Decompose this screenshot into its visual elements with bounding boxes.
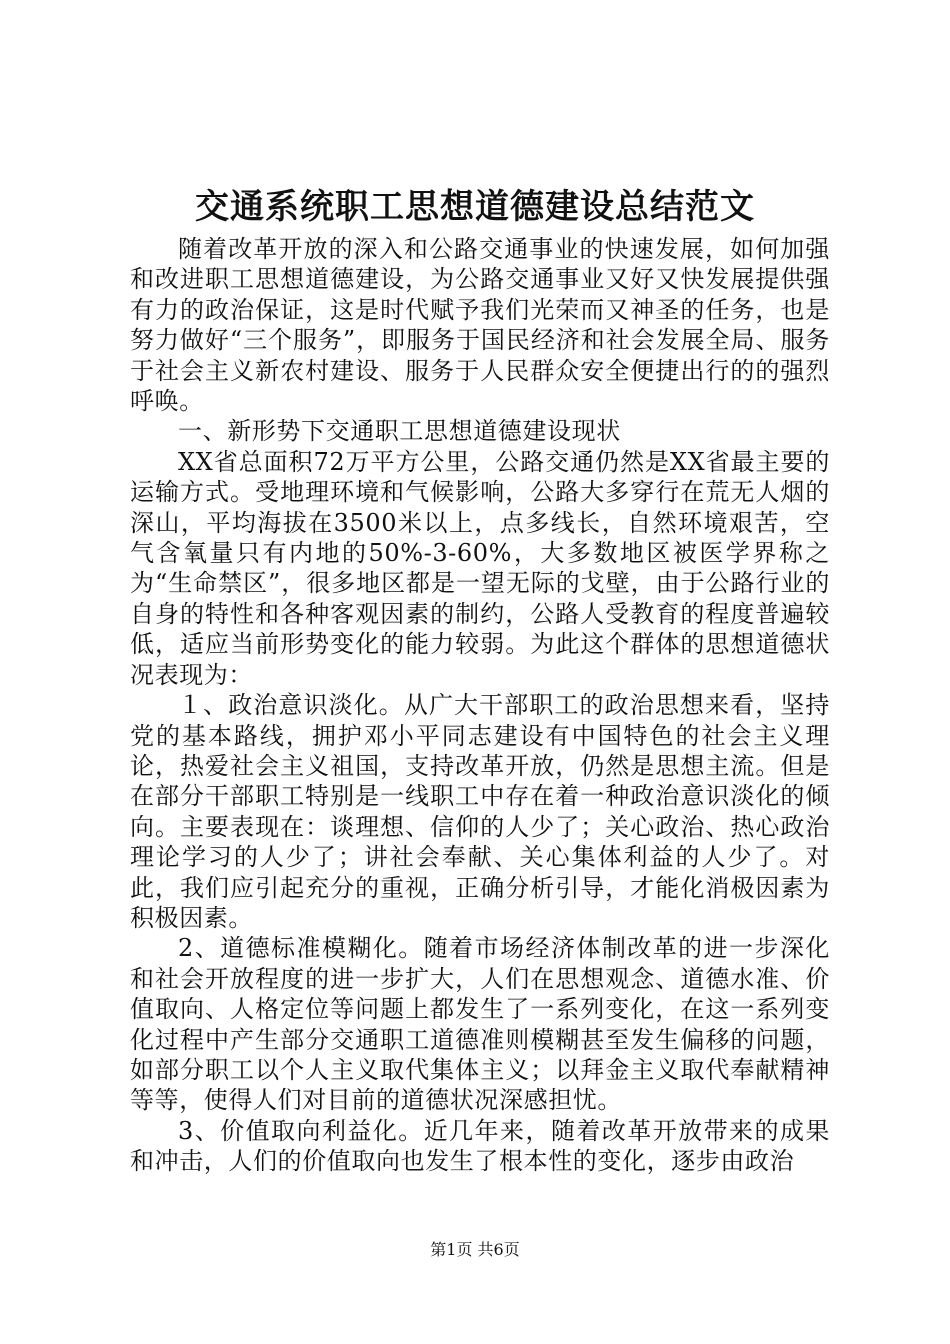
paragraph-point-2: 2、道德标准模糊化。随着市场经济体制改革的进一步深化和社会开放程度的进一步扩大，人们在思想观念、道德水准、价值取向、人格定位等问题上都发生了一系列变化，在这一系列变化过程中产生部分交通职工道德准则模糊甚至发生偏移的问题，如部分职工以个人主义取代集体主义；以拜金主义取代奉献精神等等，使得人们对目前的道德状况深感担忧。 bbox=[130, 934, 830, 1115]
section-heading-1: 一、新形势下交通职工思想道德建设现状 bbox=[178, 417, 621, 446]
page-footer: 第1页 共6页 bbox=[430, 1240, 520, 1259]
document-body bbox=[130, 234, 830, 1177]
document-title: 交通系统职工思想道德建设总结范文 bbox=[195, 187, 755, 227]
paragraph-intro: 随着改革开放的深入和公路交通事业的快速发展，如何加强和改进职工思想道德建设，为公路交通事业又好又快发展提供强有力的政治保证，这是时代赋予我们光荣而又神圣的任务，也是努力做好“三个服务”，即服务于国民经济和社会发展全局、服务于社会主义新农村建设、服务于人民群众安全便捷出行的的强烈呼唤。 bbox=[130, 235, 830, 416]
paragraph-status: XX省总面积72万平方公里，公路交通仍然是XX省最主要的运输方式。受地理环境和气候影响，公路大多穿行在荒无人烟的深山，平均海拔在3500米以上，点多线长，自然环境艰苦，空气含氧量只有内地的50%-3-60%，大多数地区被医学界称之为“生命禁区”，很多地区都是一望无际的戈壁，由于公路行业的自身的特性和各种客观因素的制约，公路人受教育的程度普遍较低，适应当前形势变化的能力较弱。为此这个群体的思想道德状况表现为： bbox=[130, 447, 830, 689]
paragraph-point-3: 3、价值取向利益化。近几年来，随着改革开放带来的成果和冲击，人们的价值取向也发生了根本性的变化，逐步由政治 bbox=[130, 1116, 830, 1176]
paragraph-point-1: １、政治意识淡化。从广大干部职工的政治思想来看，坚持党的基本路线，拥护邓小平同志建设有中国特色的社会主义理论，热爱社会主义祖国，支持改革开放，仍然是思想主流。但是在部分干部职工特别是一线职工中存在着一种政治意识淡化的倾向。主要表现在：谈理想、信仰的人少了；关心政治、热心政治理论学习的人少了；讲社会奉献、关心集体利益的人少了。对此，我们应引起充分的重视，正确分析引导，才能化消极因素为积极因素。 bbox=[130, 691, 830, 932]
